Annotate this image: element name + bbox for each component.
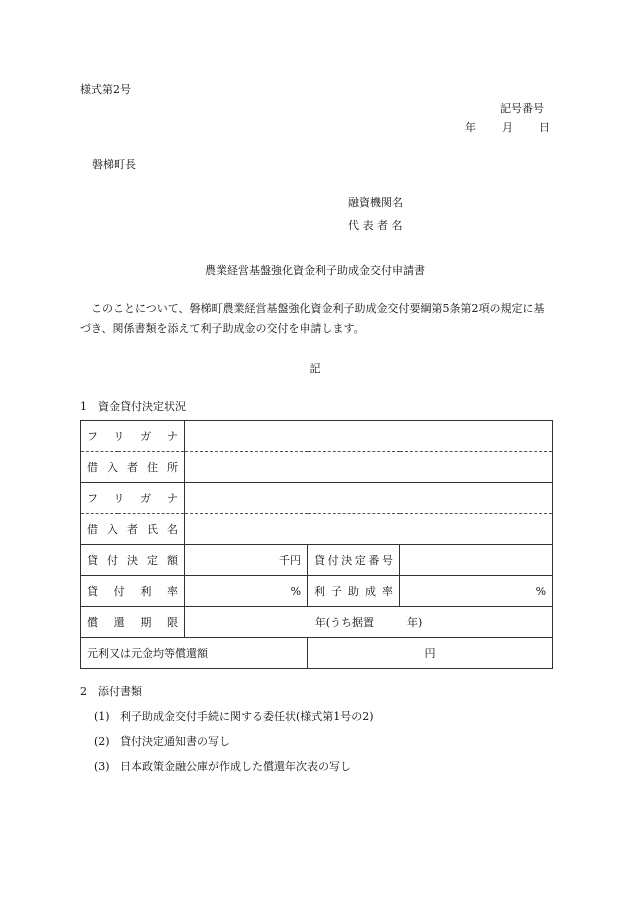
date-day: 日 [539,121,550,134]
borrower-name-field[interactable] [185,514,553,545]
loan-amount-label: 貸付決定額 [81,545,185,576]
list-item [94,758,351,774]
repayment-period-label: 償還期限 [81,607,185,638]
section1-heading: 1 資金貸付決定状況 [80,400,186,413]
list-item [94,733,230,749]
ki-heading: 記 [309,362,321,375]
table-row [81,483,553,514]
section2-heading: 2 添付書類 [80,685,142,698]
item-text: 利子助成金交付手続に関する委任状(様式第1号の2) [120,710,374,723]
table-row [81,607,553,638]
borrower-address-label: 借入者住所 [81,452,185,483]
furigana-label-2: フリガナ [81,483,185,514]
interest-rate-field[interactable]: % [185,576,308,607]
loan-amount-field[interactable]: 千円 [185,545,308,576]
table-row [81,576,553,607]
interest-rate-label: 貸付利率 [81,576,185,607]
date-month: 月 [502,121,513,134]
table-row [81,638,553,669]
addressee: 磐梯町長 [92,158,136,171]
item-text: 貸付決定通知書の写し [120,735,230,748]
subsidy-rate-field[interactable]: % [400,576,553,607]
document-title: 農業経営基盤強化資金利子助成金交付申請書 [205,264,425,277]
table-row [81,452,553,483]
table-row [81,545,553,576]
subsidy-rate-label: 利子助成率 [308,576,400,607]
item-number: (3) [94,760,110,773]
loan-number-label: 貸付決定番号 [308,545,400,576]
repayment-type-label: 元利又は元金均等償還額 [81,638,308,669]
date-year: 年 [465,121,476,134]
furigana-field-1[interactable] [185,421,553,452]
list-item [94,708,374,724]
repayment-period-field[interactable]: 年(うち据置 年) [185,607,553,638]
table-row [81,514,553,545]
item-text: 日本政策金融公庫が作成した償還年次表の写し [120,760,351,773]
form-number: 様式第2号 [80,83,131,96]
borrower-name-label: 借入者氏名 [81,514,185,545]
repayment-type-field[interactable]: 円 [308,638,553,669]
item-number: (2) [94,735,110,748]
body-text: このことについて、磐梯町農業経営基盤強化資金利子助成金交付要綱第5条第2項の規定に基づき、関係書類を添えて利子助成金の交付を申請します。 [80,302,545,335]
furigana-label-1: フリガナ [81,421,185,452]
representative-name: 代 表 者 名 [348,219,403,232]
loan-number-field[interactable] [400,545,553,576]
borrower-address-field[interactable] [185,452,553,483]
item-number: (1) [94,710,110,723]
furigana-field-2[interactable] [185,483,553,514]
institution-name: 融資機関名 [348,196,403,209]
date-line [465,119,550,135]
loan-status-table [80,420,553,669]
table-row [81,421,553,452]
reference-number: 記号番号 [500,102,544,115]
